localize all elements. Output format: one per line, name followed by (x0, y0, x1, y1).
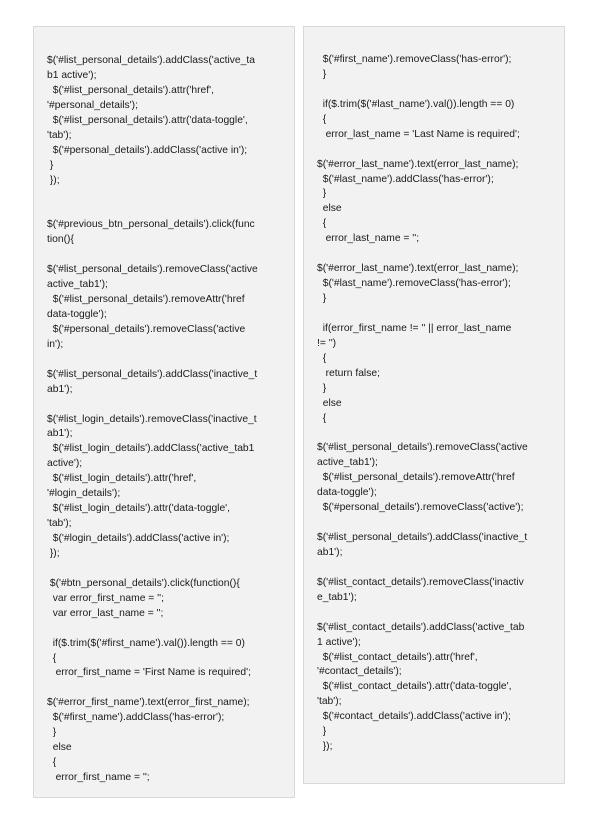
code-line (47, 353, 284, 368)
code-line: $('#list_contact_details').attr('data-toggle', (317, 681, 512, 693)
code-line: error_first_name = 'First Name is required'; (47, 667, 251, 679)
code-line: $('#error_last_name').text(error_last_name); (317, 158, 519, 170)
code-line (317, 516, 554, 531)
code-line: tion(){ (47, 234, 74, 246)
code-line: '#personal_details'); (47, 99, 138, 111)
code-line: $('#personal_details').addClass('active in'); (47, 144, 248, 156)
code-line: e_tab1'); (317, 591, 357, 603)
code-line: $('#error_first_name').text(error_first_name); (47, 697, 250, 709)
code-line: } (47, 159, 54, 171)
code-line: in'); (47, 338, 64, 350)
code-line: else (317, 203, 342, 215)
code-line: '#contact_details'); (317, 666, 402, 678)
code-line: } (317, 293, 327, 304)
code-line: $('#list_personal_details').removeAttr('href (317, 472, 515, 484)
code-line: 'tab'); (317, 696, 342, 708)
code-line: $('#last_name').addClass('has-error'); (317, 173, 494, 185)
code-line: } (317, 382, 327, 394)
code-line: $('#contact_details').addClass('active in'); (317, 711, 511, 723)
code-line: $('#list_personal_details').addClass('inactive_t (317, 532, 528, 543)
code-line: { (47, 652, 57, 664)
code-line (47, 203, 284, 218)
code-line (317, 307, 554, 322)
code-column-left (33, 26, 295, 798)
code-line: $('#personal_details').removeClass('active (47, 323, 246, 335)
code-line: data-toggle'); (317, 487, 377, 499)
code-line: { (47, 757, 57, 769)
code-line: if(error_first_name != '' || error_last_name (317, 322, 512, 334)
code-line: else (317, 397, 342, 409)
code-line: } (317, 726, 327, 738)
code-line: $('#list_personal_details').removeClass('active (47, 264, 258, 276)
code-line: } (317, 188, 327, 200)
code-line (317, 606, 554, 621)
code-line: b1 active'); (47, 69, 97, 81)
code-line: { (317, 218, 327, 230)
code-line: error_first_name = ''; (47, 772, 150, 783)
code-line: }); (47, 174, 60, 186)
code-line: $('#list_personal_details').removeAttr('href (47, 294, 245, 305)
code-line: var error_last_name = ''; (47, 607, 164, 619)
code-line: $('#error_last_name').text(error_last_name); (317, 263, 519, 275)
code-line: else (47, 742, 72, 754)
code-line: $('#list_contact_details').addClass('active_tab (317, 621, 525, 633)
code-line: { (317, 352, 327, 364)
code-line (47, 681, 284, 696)
code-line: $('#btn_personal_details').click(function(){ (47, 577, 240, 589)
code-line: error_last_name = ''; (317, 233, 420, 245)
code-line: $('#list_login_details').attr('href', (47, 473, 197, 485)
code-line: != '') (317, 337, 337, 349)
code-line: 'tab'); (47, 518, 72, 530)
code-line: active_tab1'); (317, 457, 378, 469)
code-line: if($.trim($('#first_name').val()).length == 0) (47, 637, 245, 649)
code-line: ab1'); (317, 546, 343, 558)
code-line (47, 622, 284, 637)
code-line: data-toggle'); (47, 308, 107, 320)
code-line: { (317, 412, 327, 424)
code-line: $('#list_login_details').attr('data-toggle', (47, 503, 231, 515)
code-line (47, 248, 284, 263)
code-line: return false; (317, 367, 380, 379)
code-line: }); (47, 547, 60, 559)
code-line: }); (317, 741, 333, 753)
code-line: $('#first_name').addClass('has-error'); (47, 712, 225, 724)
code-line: $('#personal_details').removeClass('active'); (317, 502, 524, 514)
code-line (47, 398, 284, 413)
code-line: 1 active'); (317, 636, 361, 648)
code-line: { (317, 113, 327, 125)
code-line (317, 83, 554, 98)
code-line: $('#list_personal_details').addClass('inactive_t (47, 368, 258, 380)
code-line: $('#list_personal_details').removeClass('active (317, 442, 528, 454)
code-line: $('#previous_btn_personal_details').click(func (47, 219, 255, 231)
code-line: '#login_details'); (47, 488, 121, 500)
code-line: $('#list_contact_details').removeClass('inactiv (317, 576, 524, 588)
code-line: $('#list_contact_details').attr('href', (317, 651, 478, 663)
code-line: 'tab'); (47, 129, 72, 141)
code-column-right (303, 26, 565, 784)
code-line: $('#list_personal_details').addClass('active_ta (47, 55, 255, 66)
code-line: } (47, 727, 57, 739)
code-line: ab1'); (47, 383, 73, 395)
code-line (317, 561, 554, 576)
code-line: ab1'); (47, 428, 73, 440)
code-line: error_last_name = 'Last Name is required'; (317, 128, 520, 140)
code-line: active_tab1'); (47, 279, 108, 291)
code-line: if($.trim($('#last_name').val()).length == 0) (317, 98, 515, 110)
code-line (47, 188, 284, 203)
code-line: $('#first_name').removeClass('has-error'); (317, 54, 512, 65)
code-line: $('#login_details').addClass('active in'); (47, 533, 230, 544)
code-line: $('#list_login_details').removeClass('inactive_t (47, 413, 257, 425)
code-line (317, 426, 554, 441)
code-line: active'); (47, 458, 83, 470)
code-line: $('#last_name').removeClass('has-error'); (317, 278, 511, 290)
code-line (317, 247, 554, 262)
code-line (47, 562, 284, 577)
code-line (317, 143, 554, 158)
code-line: $('#list_personal_details').attr('href', (47, 84, 214, 96)
code-line: var error_first_name = ''; (47, 592, 164, 604)
code-line: $('#list_login_details').addClass('active_tab1 (47, 443, 255, 455)
code-line: $('#list_personal_details').attr('data-toggle', (47, 114, 248, 126)
code-line: } (317, 68, 327, 80)
